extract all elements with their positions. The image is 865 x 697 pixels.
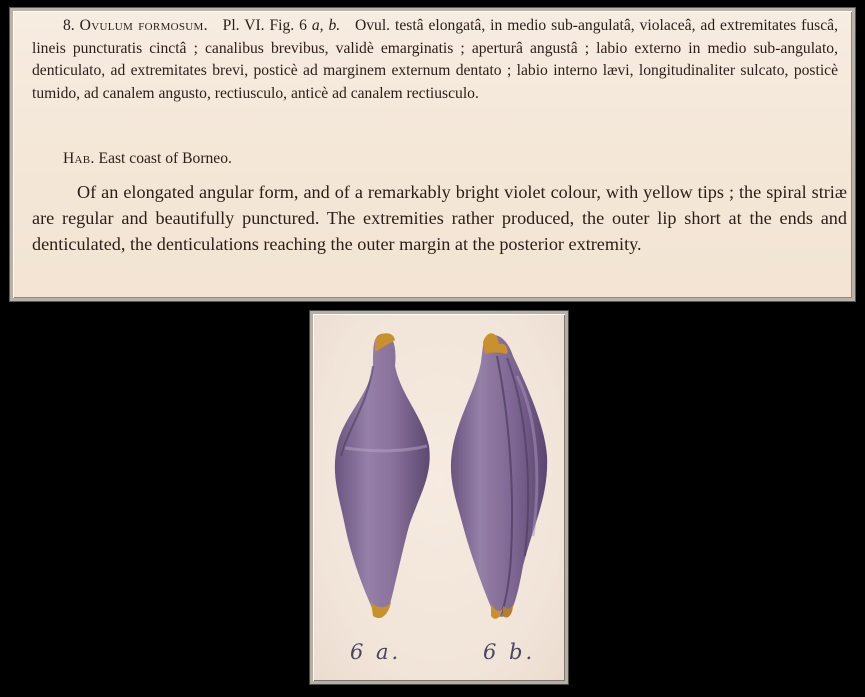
habitat-line <box>63 150 232 168</box>
latin-diagnosis: Ovul. testâ elongatâ, in medio sub-angulatâ, violaceâ, ad extremitates fuscâ, lineis puncturatis cinctâ ; canalibus brevibus, validè emarginatis ; aperturâ angustâ ; labio externo in medio sub-angulato, denticulato, ad extremitates brevi, posticè ad marginem externum dentato ; labio interno lævi, longitudinaliter sulcato, posticè tumido, ad canalem angusto, rectiusculo, anticè ad canalem rectiusculo. <box>32 17 838 102</box>
habitat-text: East coast of Borneo. <box>98 150 232 167</box>
latin-description <box>32 15 838 105</box>
figure-label-6b: 6 b. <box>483 640 536 664</box>
english-paragraph: Of an elongated angular form, and of a remarkably bright violet colour, with yellow tips ; the spiral striæ are regular and beautifully punctured. The extremities rather produced, the outer lip short at the ends and denticulated, the denticulations reaching the outer margin at the posterior extremity. <box>32 182 847 254</box>
species-name: Ovulum formosum. <box>79 17 208 34</box>
illustration-plate <box>310 311 568 684</box>
habitat-label: Hab. <box>63 150 95 167</box>
english-description <box>32 180 847 257</box>
figure-reference: Fig. 6 <box>269 17 307 34</box>
shell-figure-6b-icon <box>441 326 561 626</box>
figure-letters: a, b. <box>311 17 341 34</box>
shell-figure-6a-icon <box>323 326 443 626</box>
figure-label-6a: 6 a. <box>350 640 402 664</box>
description-panel <box>10 8 855 301</box>
plate-reference: Pl. VI. <box>222 17 265 34</box>
entry-number: 8. <box>63 17 75 34</box>
